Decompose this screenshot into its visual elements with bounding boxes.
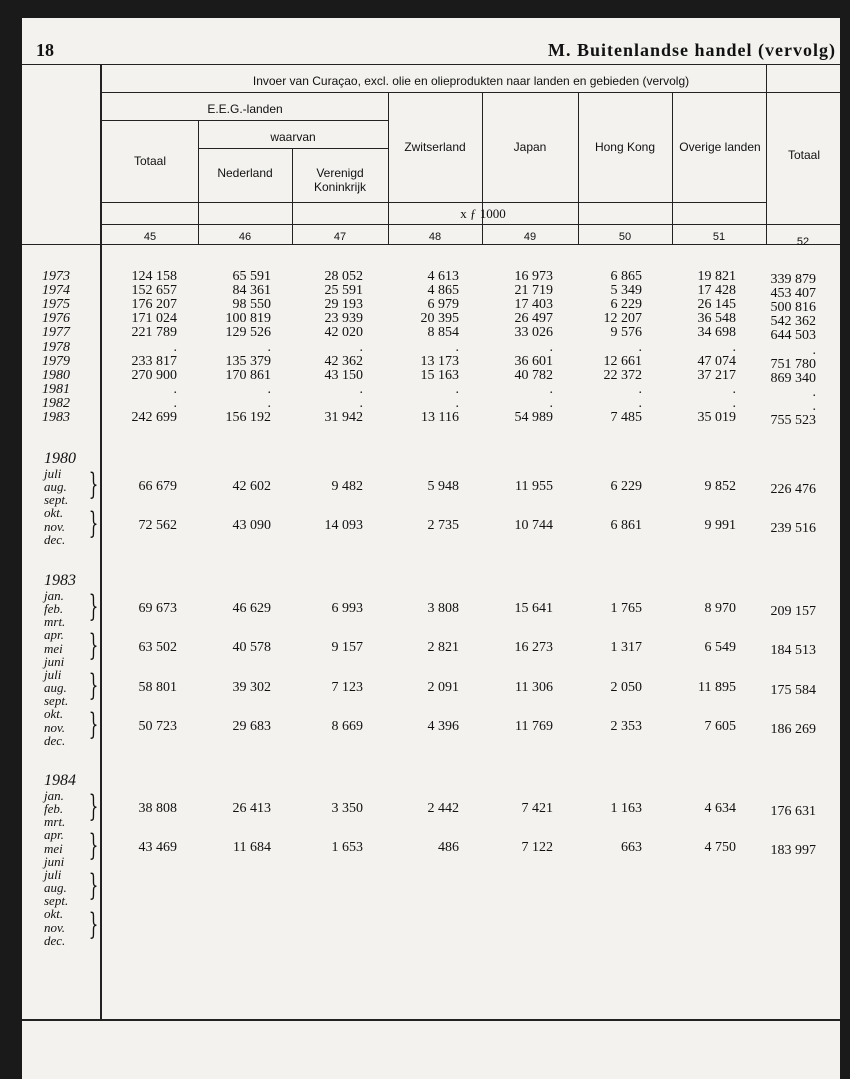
table-cell: 124 158 [131,269,177,284]
table-cell: 175 584 [770,682,816,698]
month-label: sept. [44,893,69,909]
month-label: jan. [44,588,64,603]
table-cell: 183 997 [770,843,816,859]
table-cell: . [455,381,459,397]
table-cell: . [732,381,736,397]
table-cell: . [267,339,271,355]
table-cell: 135 379 [225,353,271,369]
table-cell: . [732,339,736,355]
table-cell: 40 578 [232,640,271,656]
table-cell: 7 605 [704,719,736,735]
table-cell: 11 769 [515,719,553,735]
table-cell: 176 207 [131,297,177,313]
table-cell: 9 852 [704,479,736,494]
month-label: nov. [44,518,66,534]
table-cell: 4 865 [427,283,459,299]
table-cell: 43 090 [232,518,271,534]
table-cell: 176 631 [770,804,816,819]
table-cell: 156 192 [225,410,271,425]
group-year-label: 1980 [44,450,76,467]
row-year-label: 1973 [42,269,70,284]
table-cell: 6 229 [610,479,642,494]
table-cell: 23 939 [324,311,363,327]
column-number: 46 [238,231,252,243]
month-label: dec. [44,932,66,948]
table-cell: 7 421 [521,801,553,816]
header-nederland: Nederland [217,166,273,180]
row-year-label: 1979 [42,353,70,369]
table-cell: 644 503 [770,328,816,344]
table-cell: 12 207 [603,311,642,327]
table-cell: 84 361 [232,283,271,299]
table-cell: 21 719 [514,283,553,299]
table-cell: 25 591 [324,283,363,299]
table-cell: 98 550 [232,297,271,313]
table-cell: 36 548 [697,311,736,327]
table-cell: . [812,398,816,414]
table-cell: 11 306 [515,679,553,695]
header-zwitserland: Zwitserland [404,140,466,154]
month-label: sept. [44,693,69,709]
month-label: juli [44,466,62,481]
month-label: apr. [44,627,64,643]
table-cell: 9 991 [704,518,736,534]
table-cell: 8 669 [331,719,363,735]
table-cell: . [549,339,553,355]
document-page [22,18,840,1079]
table-cell: 43 150 [324,367,363,383]
table-cell: 15 641 [514,601,553,616]
table-cell: 17 428 [697,283,736,299]
row-year-label: 1975 [42,297,70,313]
column-number: 50 [618,231,632,243]
table-cell: 233 817 [131,353,177,369]
table-cell: 453 407 [770,286,816,302]
table-cell: . [549,395,553,411]
month-label: sept. [44,492,69,508]
table-cell: 9 482 [331,479,363,494]
table-cell: . [732,395,736,411]
table-cell: 29 193 [324,297,363,313]
table-cell: . [638,339,642,355]
row-year-label: 1983 [42,410,70,425]
group-year-label: 1983 [44,572,76,589]
table-cell: . [638,381,642,397]
row-year-label: 1977 [42,325,70,341]
table-cell: 2 735 [427,518,459,534]
table-cell: 10 744 [514,518,553,534]
month-label: juli [44,666,62,682]
table-cell: 100 819 [225,311,271,327]
month-label: nov. [44,719,66,735]
table-cell: . [173,381,177,397]
unit-label: x ƒ 1000 [460,206,506,221]
header-totaal: Totaal [787,148,821,162]
table-cell: 4 750 [704,840,736,856]
bracket: } [88,667,99,703]
month-label: juni [44,853,65,869]
column-number: 47 [333,231,347,243]
table-cell: 6 979 [427,297,459,313]
table-cell: 13 116 [421,410,459,425]
table-cell: 8 854 [427,325,459,341]
table-cell: . [359,395,363,411]
table-cell: 66 679 [138,479,177,494]
table-cell: 1 163 [610,801,642,816]
table-cell: 6 865 [610,269,642,284]
table-cell: 28 052 [324,269,363,284]
table-cell: 2 353 [610,719,642,735]
table-cell: . [359,339,363,355]
table-cell: 39 302 [232,679,271,695]
bracket: } [88,467,99,502]
table-cell: 6 993 [331,601,363,616]
month-label: okt. [44,505,64,521]
table-cell: 239 516 [770,521,816,537]
table-cell: 1 653 [331,840,363,856]
table-cell: 37 217 [697,367,736,383]
month-label: mei [44,840,63,856]
table-cell: 26 497 [514,311,553,327]
table-cell: . [638,395,642,411]
table-cell: 4 634 [704,801,736,816]
table-cell: 184 513 [770,643,816,659]
table-cell: 46 629 [232,601,271,616]
month-label: okt. [44,906,64,922]
table-cell: 9 157 [331,640,363,656]
table-cell: 3 808 [427,601,459,616]
column-number: 49 [523,231,537,243]
month-label: juni [44,653,65,669]
month-label: nov. [44,919,66,935]
table-cell: 34 698 [697,325,736,341]
table-cell: 226 476 [770,482,816,497]
table-cell: 1 317 [610,640,642,656]
table-cell: 16 973 [514,269,553,284]
table-cell: 170 861 [225,367,271,383]
month-label: juli [44,866,62,882]
header-eeg: E.E.G.-landen [207,102,283,116]
table-cell: . [173,395,177,411]
table-cell: 26 413 [232,801,271,816]
table-cell: 186 269 [770,722,816,738]
month-label: okt. [44,706,64,722]
table-cell: 152 657 [131,283,177,299]
table-cell: 869 340 [770,370,816,386]
table-cell: 486 [438,840,459,856]
table-cell: 9 576 [610,325,642,341]
table-cell: 22 372 [603,367,642,383]
group-year-label: 1984 [44,772,76,789]
table-cell: 26 145 [697,297,736,313]
table-cell: 50 723 [138,719,177,735]
table-cell: 2 821 [427,640,459,656]
month-label: feb. [44,801,64,817]
column-number: 52 [796,236,810,248]
table-cell: . [267,395,271,411]
table-cell: 8 970 [704,601,736,616]
table-cell: 6 229 [610,297,642,313]
month-label: mrt. [44,614,66,630]
table-cell: 7 122 [521,840,553,856]
stub-divider [100,64,102,1021]
table-cell: 209 157 [770,604,816,619]
table-cell: 47 074 [697,353,736,369]
table-cell: 42 362 [324,353,363,369]
bracket: } [88,506,99,542]
table-cell: 42 020 [324,325,363,341]
table-cell: 14 093 [324,518,363,534]
table-cell: 42 602 [232,479,271,494]
table-cell: 751 780 [770,356,816,372]
table-cell: 2 091 [427,679,459,695]
table-cell: 221 789 [131,325,177,341]
table-cell: 2 442 [427,801,459,816]
header-hong-kong: Hong Kong [594,140,656,154]
table-cell: 36 601 [514,353,553,369]
table-cell: 500 816 [770,300,816,316]
bracket: } [88,907,99,943]
table-cell: 270 900 [131,367,177,383]
table-cell: 7 123 [331,679,363,695]
month-label: mrt. [44,814,66,830]
table-cell: 31 942 [324,410,363,425]
table-cell: 38 808 [138,801,177,816]
table-cell: 6 549 [704,640,736,656]
table-cell: 5 349 [610,283,642,299]
header-waarvan: waarvan [270,130,316,144]
header-totaal-eeg: Totaal [133,154,167,168]
table-cell: 69 673 [138,601,177,616]
row-year-label: 1974 [42,283,70,299]
table-cell: 17 403 [514,297,553,313]
bracket: } [88,589,99,624]
row-year-label: 1978 [42,339,70,355]
table-cell: . [549,381,553,397]
table-cell: 6 861 [610,518,642,534]
header-overige-landen: Overige landen [679,140,761,154]
table-cell: 16 273 [514,640,553,656]
table-cell: 43 469 [138,840,177,856]
table-cell: . [812,342,816,358]
row-year-label: 1976 [42,311,70,327]
table-cell: 29 683 [232,719,271,735]
table-cell: 63 502 [138,640,177,656]
table-cell: 35 019 [697,410,736,425]
header-verenigd-koninkrijk: Verenigd Koninkrijk [313,166,367,194]
month-label: aug. [44,479,67,495]
page-number: 18 [36,40,54,60]
month-label: aug. [44,880,67,896]
table-cell: 54 989 [514,410,553,425]
table-cell: . [267,381,271,397]
column-number: 48 [428,231,442,243]
bracket: } [88,707,99,743]
table-cell: 542 362 [770,314,816,330]
row-year-label: 1982 [42,395,70,411]
table-cell: 2 050 [610,679,642,695]
table-cell: 13 173 [420,353,459,369]
table-cell: 33 026 [514,325,553,341]
table-cell: . [455,339,459,355]
month-label: feb. [44,601,64,617]
table-cell: 755 523 [770,413,816,428]
column-number: 45 [143,231,157,243]
table-cell: 11 684 [233,840,271,856]
row-year-label: 1980 [42,367,70,383]
month-label: mei [44,640,63,656]
table-cell: 15 163 [420,367,459,383]
column-number: 51 [712,231,726,243]
table-cell: 1 765 [610,601,642,616]
table-cell: 242 699 [131,410,177,425]
month-label: aug. [44,680,67,696]
rule-bottom [22,1019,840,1021]
table-cell: 663 [621,840,642,856]
table-cell: 4 613 [427,269,459,284]
bracket: } [88,828,99,864]
table-cell: 19 821 [697,269,736,284]
table-cell: 7 485 [610,410,642,425]
table-cell: 171 024 [131,311,177,327]
table-cell: 129 526 [225,325,271,341]
bracket: } [88,789,99,824]
table-cell: . [812,384,816,400]
table-cell: 5 948 [427,479,459,494]
section-title: M. Buitenlandse handel (vervolg) [547,40,836,60]
table-cell: 58 801 [138,679,177,695]
table-cell: 339 879 [770,272,816,287]
header-japan: Japan [513,140,547,154]
table-cell: . [359,381,363,397]
table-cell: 3 350 [331,801,363,816]
table-cell: 72 562 [138,518,177,534]
table-cell: 11 895 [698,679,736,695]
month-label: dec. [44,732,66,748]
table-cell: 11 955 [515,479,553,494]
table-cell: 20 395 [420,311,459,327]
table-cell: . [455,395,459,411]
table-cell: . [173,339,177,355]
table-cell: 65 591 [232,269,271,284]
table-cell: 12 661 [603,353,642,369]
month-label: apr. [44,827,64,843]
bracket: } [88,867,99,903]
table-cell: 40 782 [514,367,553,383]
table-title: Invoer van Curaçao, excl. olie en olieprodukten naar landen en gebieden (vervolg) [252,74,690,88]
month-label: dec. [44,531,66,547]
row-year-label: 1981 [42,381,70,397]
rule-top [22,64,840,65]
month-label: jan. [44,788,64,803]
bracket: } [88,628,99,664]
table-cell: 4 396 [427,719,459,735]
